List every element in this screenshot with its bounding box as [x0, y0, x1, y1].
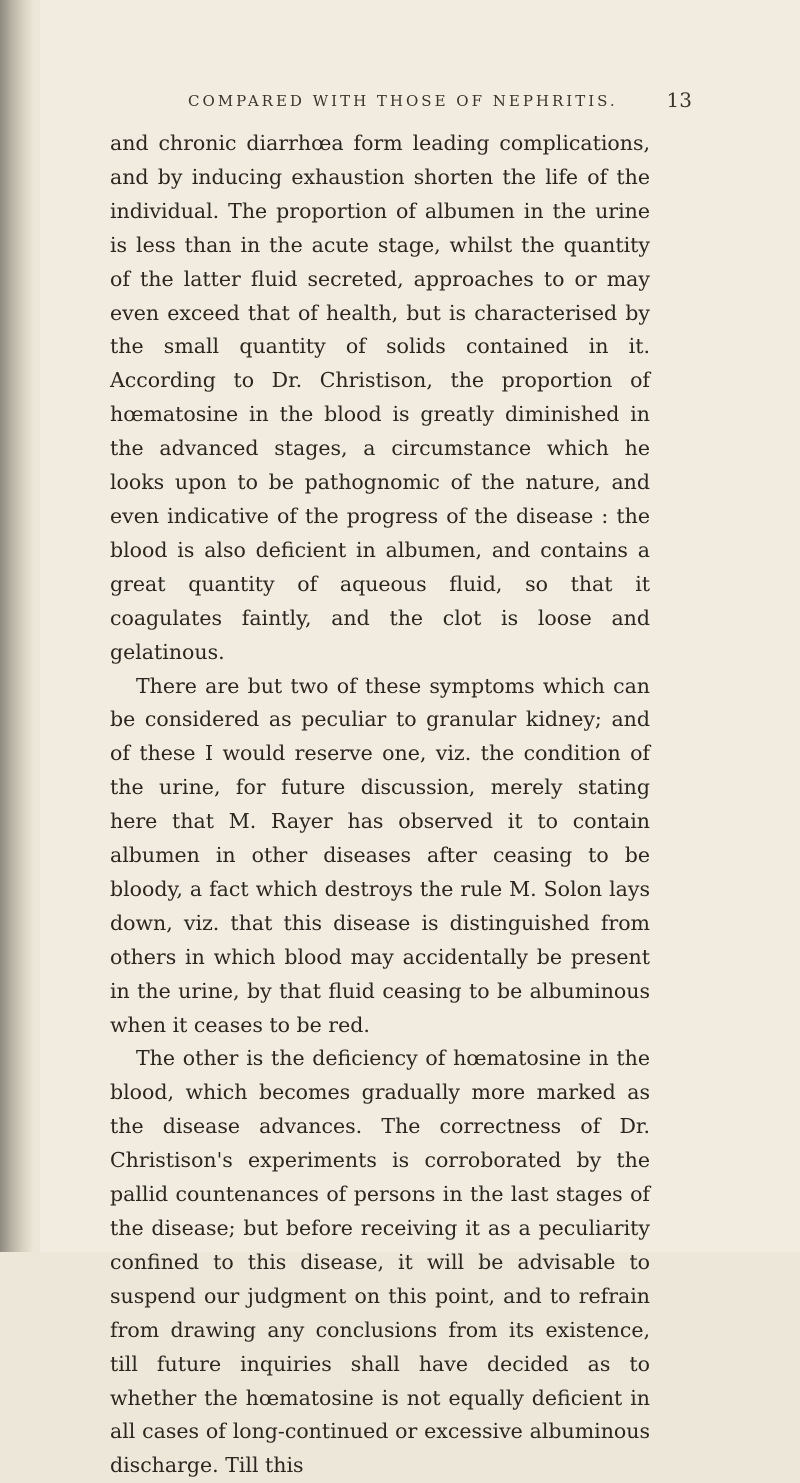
- paragraph-granular-kidney-symptoms: There are but two of these symptoms which can be considered as peculiar to granular kidney; and of these I would reserve one, viz. the condition of the urine, for future discussion, merely stating here that M. Rayer has observed it to contain albumen in other diseases after ceasing to be bloody, a fact which destroys the rule M. Solon lays down, viz. that this disease is distinguished from others in which blood may accidentally be present in the urine, by that fluid ceasing to be albuminous when it ceases to be red.: [110, 673, 650, 1037]
- page-gutter-shadow: [0, 0, 34, 1252]
- running-head-title: COMPARED WITH THOSE OF NEPHRITIS.: [188, 92, 618, 110]
- running-head: [188, 88, 692, 118]
- paragraph-haematosine-deficiency: The other is the deficiency of hœmatosine in the blood, which becomes gradually more marked as the disease advances. The correctness of Dr. Christison's experiments is corroborated by the pallid countenances of persons in the last stages of the disease; but before receiving it as a peculiarity confined to this disease, it will be advisable to suspend our judgment on this point, and to refrain from drawing any conclusions from its existence, till future inquiries shall have decided as to whether the hœmatosine is not equally deficient in all cases of long-continued or excessive albuminous discharge. Till this: [110, 1046, 650, 1478]
- page-number: 13: [666, 88, 692, 112]
- body-text: [110, 127, 650, 1483]
- paragraph-continued: and chronic diarrhœa form leading complications, and by inducing exhaustion shorten the life of the individual. The proportion of albumen in the urine is less than in the acute stage, whilst the quantity of the latter fluid secreted, approaches to or may even exceed that of health, but is characterised by the small quantity of solids contained in it. According to Dr. Christison, the proportion of hœmatosine in the blood is greatly diminished in the advanced stages, a circumstance which he looks upon to be pathognomic of the nature, and even indicative of the progress of the disease : the blood is also deficient in albumen, and contains a great quantity of aqueous fluid, so that it coagulates faintly, and the clot is loose and gelatinous.: [110, 131, 650, 664]
